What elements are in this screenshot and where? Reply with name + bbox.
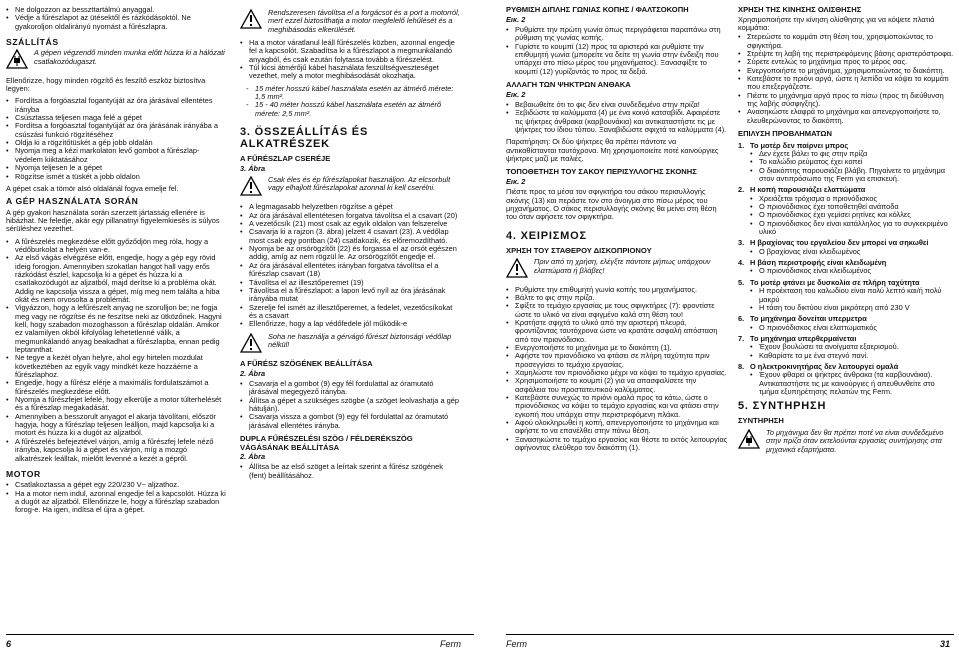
list-item: • Vigyázzon, hogy a lefűrészelt anyag ne szorulljon be; ne fogja meg vagy ne rögzítse és ne feszítse neki az ütközőnek. Hagyni kell, hogy szabadon mozoghasson a fűrészlap oldalán. Amikor ez valamilyen okból kifolyólag lehetetlenné válik, a megmunkálandó anyag beakadhat a fűrészlapba, ennan pedig leptannthat.: [6, 304, 226, 354]
problem-causes: [750, 371, 954, 396]
section-heading-use: A GÉP HASZNÁLATA SORÁN: [6, 196, 139, 207]
double-list: [240, 463, 460, 480]
problem-text: Η κοπή παρουσιάζει ελαττώματα: [750, 185, 866, 195]
use-list: [6, 238, 226, 463]
check-warning-text: Πριν από τη χρήση, ελέγξτε πάντοτε μήπως υπάρχουν ελαττώματα ή βλάβες!: [534, 257, 711, 275]
problem-causes: [750, 287, 954, 312]
chapter-heading-maintenance: 5. ΣΥΝΤΗΡΗΣΗ: [738, 400, 827, 413]
check-warning: [506, 258, 728, 280]
blade-list: [240, 203, 460, 328]
problem-causes: [750, 267, 954, 275]
list-item: • Az óra járásával ellentétesen forgatva távolítsa el a csavart (20): [240, 212, 460, 220]
section-heading-adjust: ΡΥΘΜΙΣΗ ΔΙΠΛΗΣ ΓΩΝΙΑΣ ΚΟΠΗΣ / ΦΑΛΤΣΟΚΟΠΗ: [506, 5, 689, 14]
list-item: • Ενεργοποιήστε το μηχάνημα με το διακόπτη (1).: [506, 344, 728, 352]
figure-ref: Εικ. 2: [506, 89, 526, 99]
section-heading-stationary: ΧΡΗΣΗ ΤΟΥ ΣΤΑΘΕΡΟΥ ΔΙΣΚΟΠΡΙΟΝΟΥ: [506, 245, 652, 255]
list-item: • Nyomja a fűrészfejet lefelé, hogy elkerülje a motor túlterhelését és a fűrészlap megakadását.: [6, 396, 226, 413]
chapter-heading-assembly: 3. ÖSSZEÁLLÍTÁS ÉS ALKATRÉSZEK: [240, 126, 369, 151]
list-item: • Szerelje fel ismét az illesztőperemet, a fedelet, vezetőcsíkokat és a csavart: [240, 304, 460, 321]
list-item: • Csavarja el a gombot (9) egy fél fordulattal az óramutató járásával megegyező irányba.: [240, 380, 460, 397]
list-item: • Nyomja teljesen le a gépet: [6, 164, 226, 172]
brushes-note: Παρατήρηση: Οι δύο ψήκτρες θα πρέπει πάντοτε να αντικαθίστανται ταυτόχρονα. Μη χρησιμοποιείτε ποτέ καινούργιες ψήκτρες μαζί με παλιές.: [506, 137, 719, 163]
list-item: • Ξανασηκώστε το τεμάχιο εργασίας και θέστε το εκτός λειτουργίας αφήνοντας ελεύθερο τον διακόπτη (1).: [506, 436, 728, 453]
list-item: • Rögzítse ismét a tüskét a jobb oldalon: [6, 173, 226, 181]
list-item: • A vezetőcsík (21) most csak az egyik oldalon van felszerelve: [240, 220, 460, 228]
blade-warning-text: Csak éles és ép fűrészlapokat használjon. Az elcsorbult vagy elhajlott fűrészlapokat azonnal ki kell cserélni.: [268, 175, 451, 193]
list-item: • Ξεβιδώστε τα καλύμματα (4) με ένα κοινό κατσαβίδι. Αφαιρέστε τις ψήκτρες άνθρακα (καρβουνάκια) και αντικαταστήστε τις με ψήκτρες του ίδιου τύπου. Ξαναβιδώστε σφιχτά τα καλύμματα (4).: [506, 109, 728, 134]
list-item: • Ο πριονόδισκος είναι ελαττωματικός: [750, 324, 954, 332]
section-heading-transport: SZÁLLÍTÁS: [6, 37, 59, 48]
list-item: • Túl kicsi átmérőjű kábel használata feszültségveszteséget vezethet, mely a motor meghibásodását okozhatja.: [240, 64, 460, 81]
list-item: • Γυρίστε το κουμπί (12) προς τα αριστερά και ρυθμίστε την επιθυμητή γωνία (μπορείτε να δείτε τη γωνία στην ένδειξη που υπάρχει στο πίσω μέρος του μηχανήματος). Ξανασφίξτε το κουμπί (12) γυρίζοντάς το προς τα δεξιά.: [506, 43, 728, 76]
list-item: • Ο πριονόδισκος δεν είναι κατάλληλος για το συγκεκριμένο υλικό: [750, 220, 954, 237]
list-item: • Ο βραχίονας είναι κλειδωμένος: [750, 248, 954, 256]
problem-text: Η βραχίονας του εργαλείου δεν μπορεί να σηκωθεί: [750, 238, 929, 248]
list-item: • Δεν έχετε βάλει το φις στην πρίζα: [750, 150, 954, 158]
column-hu-left: [6, 6, 226, 519]
figure-ref: Εικ. 2: [506, 176, 526, 186]
unplug-icon: [6, 49, 28, 71]
problem-causes: [750, 150, 954, 183]
adjust-list: [506, 26, 728, 76]
problem-causes: [750, 195, 954, 237]
motor-list: [6, 481, 226, 514]
warning-triangle-icon: [506, 258, 528, 280]
section-heading-blade: A FŰRÉSZLAP CSERÉJE: [240, 154, 331, 164]
list-item: • Σύρετε εντελώς το μηχάνημα προς το μέρος σας.: [738, 58, 954, 66]
list-item: • Έχουν φθαρεί οι ψήκτρες άνθρακα (τα καρβουνάκια). Αντικαταστήστε τις με καινούργιες ή απευθυνθείτε στο τμήμα εξυπηρέτησης πελατών της Ferm.: [750, 371, 954, 396]
list-item: • Oldja ki a rögzítőtüskét a gép jobb oldalán: [6, 139, 226, 147]
list-item: • Csavarja vissza a gombot (9) egy fél fordulattal az óramutató járásával ellentétes irányba.: [240, 413, 460, 430]
section-heading-dustbag: ΤΟΠΟΘΕΤΗΣΗ ΤΟΥ ΣΑΚΟΥ ΠΕΡΙΣΥΛΛΟΓΗΣ ΣΚΟΝΗΣ: [506, 167, 697, 177]
figure-ref: Εικ. 2: [506, 14, 526, 24]
section-heading-motor: MOTOR: [6, 468, 41, 479]
list-item: • Χαμηλώστε τον πριονόδισκο μέχρι να κόψει το τεμάχιο εργασίας.: [506, 369, 728, 377]
column-hu-right: [240, 6, 460, 484]
transport-warning: [6, 49, 226, 71]
problem-causes: [750, 324, 954, 332]
unplug-icon: [738, 429, 760, 451]
blade-warning: [240, 176, 460, 198]
top-list: [6, 6, 226, 31]
section-heading-angle: A FŰRÉSZ SZÖGÉNEK BEÁLLÍTÁSA: [240, 358, 373, 368]
list-item: • A fűrészelés megkezdése előtt győződjön meg róla, hogy a védőburkolat a helyén van-e.: [6, 238, 226, 255]
list-item: • Az óra járásával ellentétes irányban forgatva távolítsa el a fűrészlap csavart (18): [240, 262, 460, 279]
list-item: • Csatlakoztassa a gépet egy 220/230 V~ aljzathoz.: [6, 481, 226, 489]
list-item: • Στερεώστε το κομμάτι στη θέση του, χρησιμοποιώντας το σφιγκτήρα.: [738, 33, 954, 50]
list-item: • Καθαρίστε τα με ένα στεγνό πανί.: [750, 352, 954, 360]
section-heading-trouble: ΕΠΙΛΥΣΗ ΠΡΟΒΛΗΜΑΤΩΝ: [738, 129, 832, 139]
list-item: • Ne tegye a kezét olyan helyre, ahol egy hirtelen mozdulat következtében az egyik vagy mindkét keze hozzáérne a fűrészlaphoz.: [6, 354, 226, 379]
carry-note: A gépet csak a tömör alsó oldalánál fogva emelje fel.: [6, 183, 179, 193]
list-item: • Az első vágás elvégzése előtt, engedje, hogy a gép egy rövid ideig forogjon. Amennyiben szokatlan hangot hall vagy erős rázkódást észlel, kapcsolja ki a gépet és húzza ki a csatlakozódugót az aljzatból, majd derítse ki a probléma okát. Addig ne kapcsolja vissza a gépet, míg meg nem találta a hiba okát és nem orvosolta a problémát.: [6, 254, 226, 304]
list-item: • Ο πριονόδισκος είναι κλειδωμένος: [750, 267, 954, 275]
dustbag-text: Πιέστε προς τα μέσα τον σφιγκτήρα του σάκου περισυλλογής σκόνης (13) και περάστε τον στο άνοιγμα στο πίσω μέρος του μηχανήματος. Ο σάκος περισυλλογής σκόνης θα μείνει στη θέση του όταν αφήσετε τον σφιγκτήρα.: [506, 187, 717, 222]
maintenance-warning-text: Το μηχάνημα δεν θα πρέπει ποτέ να είναι συνδεδεμένο στην πρίζα όταν εκτελούνται εργασίες συντήρησης στα μηχανικά εξαρτήματα.: [766, 427, 944, 454]
trouble-list: [738, 142, 954, 397]
problem-text: Ο ηλεκτροκινητήρας δεν λειτουργεί ομαλά: [750, 361, 899, 371]
list-item: • Χρειάζεται τρόχισμα ο πριονόδισκος: [750, 195, 954, 203]
cable-list: [246, 85, 460, 118]
warning-triangle-icon: [240, 333, 262, 355]
problem-causes: [750, 248, 954, 256]
list-item: • Ellenőrizze, hogy a lap védőfedele jól működik-e: [240, 320, 460, 328]
list-item: • Στρέψτε τη λαβή της περιστρεφόμενης βάσης αριστερόστροφα.: [738, 50, 954, 58]
list-item: • Κατεβάστε το πριόνι αργά, ώστε η λεπίδα να κόψει το κομμάτι που επεξεργάζεστε.: [738, 75, 954, 92]
footer-rule-left: [6, 634, 474, 635]
list-item: • Κρατήστε σφιχτά το υλικό από την αριστερή πλευρά, φροντίζοντας ταυτόχρονα ώστε να κρατάτε ασφαλή απόσταση από τον πριονόδισκο.: [506, 319, 728, 344]
list-item: • A legmagasabb helyzetben rögzítse a gépet: [240, 203, 460, 211]
check-list: [6, 97, 226, 180]
section-heading-brushes: ΑΛΛΑΓΗ ΤΩΝ ΨΗΚΤΡΩΝ ΑΝΘΑΚΑ: [506, 80, 631, 89]
page-number-left: 6: [6, 639, 12, 649]
list-item: • Ne dolgozzon az besszttartálmú anyaggal.: [6, 6, 226, 14]
problem-number: 2.: [738, 185, 745, 195]
dust-warning: [240, 9, 460, 34]
list-item: • Βεβαιωθείτε ότι το φις δεν είναι συνδεδεμένο στην πρίζα!: [506, 101, 728, 109]
brand-right: Ferm: [506, 639, 527, 649]
operation-list: [506, 286, 728, 453]
list-item: • Η προέκταση του καλωδίου είναι πολύ λεπτό και/ή πολύ μακρύ: [750, 287, 954, 304]
problem-number: 6.: [738, 314, 745, 324]
warning-triangle-icon: [240, 176, 262, 198]
list-item: • Βάλτε το φις στην πρίζα.: [506, 294, 728, 302]
problem-text: Το μηχάνημα υπερθερμαίνεται: [750, 333, 857, 343]
maintenance-warning: [738, 429, 954, 454]
problem-text: Το μοτέρ φτάνει με δυσκολία σε πλήρη ταχύτητα: [750, 277, 920, 287]
dust-warning-text: Rendszeresen távolítsa el a forgácsot és a port a motorról, mert ezzel biztosíthatja a motor megfelelő lehűlését és a meghibásodás elkerülését.: [268, 8, 460, 34]
list-item: • Αφήστε τον πριονόδισκο να φτάσει σε πλήρη ταχύτητα πριν προσεγγίσει το τεμάχιο εργασίας.: [506, 352, 728, 369]
footer-rule-right: [506, 634, 954, 635]
angle-list: [240, 380, 460, 430]
list-item: • Ο πριονόδισκος έχει τοποθετηθεί ανάποδα: [750, 203, 954, 211]
problem-text: Το μοτέρ δεν παίρνει μπρος: [750, 140, 849, 150]
list-item: • Ρυθμίστε την επιθυμητή γωνία κοπής του μηχανήματος.: [506, 286, 728, 294]
section-heading-maintenance: ΣΥΝΤΗΡΗΣΗ: [738, 416, 784, 426]
list-item: - 15 - 40 méter hosszú kábel használata esetén az átmérő mérete: 2,5 mm².: [246, 101, 460, 118]
list-item: • Védje a fűrészlapot az ütésektől és rázkódásoktól. Ne gyakoroljon oldalirányú nyomást a fűrészlapra.: [6, 14, 226, 31]
guard-warning-text: Soha ne használja a gérvágó fűrészt biztonsági védőlap nélkül!: [268, 331, 452, 349]
list-item: • Csavarja ki a rajzon (3. ábra) jelzett 4 csavart (23). A védőlap most csak egy pontban (24) csatlakozik, és előremozdítható.: [240, 228, 460, 245]
list-item: • Távolítsa el az illesztőperemet (19): [240, 279, 460, 287]
problem-number: 1.: [738, 140, 745, 150]
list-item: - 15 méter hosszú kábel használata esetén az átmérő mérete: 1,5 mm².: [246, 85, 460, 102]
problem-number: 3.: [738, 238, 745, 248]
problem-number: 8.: [738, 361, 745, 371]
list-item: • Αφού ολοκληρωθεί η κοπή, απενεργοποιήστε το μηχάνημα και αφήστε το να επανέλθει στην πάνω θέση.: [506, 419, 728, 436]
column-gr-right: [738, 6, 954, 459]
list-item: • Nyomja meg a kézi markolaton levő gombot a fűrészlap-védelem kiiktatásához: [6, 147, 226, 164]
list-item: • Csúsztassa teljesen maga felé a gépet: [6, 114, 226, 122]
list-item: • Nyomja be az orsórögzítőt (22) és forgassa el az orsót egészen addig, amíg az nem rögzül le. Az orsórögzítőt engedje el.: [240, 245, 460, 262]
slide-list: [738, 33, 954, 125]
list-item: • Távolítsa el a fűrészlapot: a lapon levő nyíl az óra járásának irányába mutat: [240, 287, 460, 304]
brushes-list: [506, 101, 728, 134]
transport-warning-text: A gépen végzendő minden munka előtt húzza ki a hálózati csatlakozódugaszt.: [34, 48, 225, 66]
problem-text: Το μηχάνημα δονείται υπερμετρα: [750, 314, 867, 324]
slide-intro: Χρησιμοποιήστε την κίνηση ολίσθησης για να κόψετε πλατιά κομμάτια:: [738, 14, 935, 32]
list-item: • Χρησιμοποιήστε το κουμπί (2) για να απασφαλίσετε την ασφάλεια του προστατευτικού καλύμματος.: [506, 377, 728, 394]
warning-triangle-icon: [240, 9, 262, 31]
list-item: • Ρυθμίστε την πρώτη γωνία όπως περιγράφεται παραπάνω στη ρύθμιση της γωνίας κοπής.: [506, 26, 728, 43]
list-item: • Ο πριονόδισκος έχει γεμίσει ρητίνες και κόλλες: [750, 211, 954, 219]
figure-ref: 2. Ábra: [240, 368, 266, 378]
list-item: • Állítsa be az első szöget a leírtak szerint a fűrész szögének (fent) beállításához.: [240, 463, 460, 480]
problem-number: 5.: [738, 277, 745, 287]
page-number-right: 31: [940, 639, 951, 649]
figure-ref: 3. Ábra: [240, 163, 266, 173]
list-item: • Ανασηκώστε ελαφρά το μηχάνημα και απενεργοποιήστε το, ελευθερώνοντας το διακόπτη.: [738, 108, 954, 125]
list-item: • Ha a motor nem indul, azonnal engedje fel a kapcsolót. Húzza ki a dugót az aljzatból. Ellenőrizze le, hogy a fűrészlap szabadon forog-e. Ha igen, indítsa el újra a gépet.: [6, 490, 226, 515]
list-item: • Ha a motor váratlanul leáll fűrészelés közben, azonnal engedje fel a kapcsolót. Szabadítsa ki a fűrészlapot a megmunkálandó anyagból, és csak ezután folytassa tovább a fűrészelést.: [240, 39, 460, 64]
list-item: • Έχουν βουλώσει τα ανοίγματα εξαερισμού.: [750, 343, 954, 351]
list-item: • Το καλώδιο ρεύματος έχει κοπεί: [750, 158, 954, 166]
list-item: • Állítsa a gépet a szükséges szögbe (a szöget leolvashatja a gép hátulján).: [240, 397, 460, 414]
problem-number: 7.: [738, 333, 745, 343]
motor-stop-list: [240, 39, 460, 81]
figure-ref: 2. Ábra: [240, 452, 266, 462]
column-gr-left: [506, 6, 728, 456]
list-item: • Ενεργοποιήστε το μηχάνημα, χρησιμοποιώντας το διακόπτη.: [738, 67, 954, 75]
brand-left: Ferm: [440, 639, 461, 649]
list-item: • Κατεβάστε συνεχώς το πριόνι ομαλά προς τα κάτω, ώστε ο πριονόδισκος να κόψει το τεμάχιο εργασίας και να φτάσει στην εγκοπή που υπάρχει στην περιστρεφόμενη πλάκα.: [506, 394, 728, 419]
chapter-heading-operation: 4. ΧΕΙΡΙΣΜΟΣ: [506, 229, 587, 242]
problem-causes: [750, 343, 954, 360]
check-intro: Ellenőrizze, hogy minden rögzítő és feszítő eszköz biztosítva legyen:: [6, 75, 206, 94]
guard-warning: [240, 333, 460, 355]
list-item: • Engedje, hogy a fűrész elérje a maximális fordulatszámot a fűrészelés megkezdése előtt.: [6, 379, 226, 396]
section-heading-slide: ΧΡΗΣΗ ΤΗΣ ΚΙΝΗΣΗΣ ΟΛΙΣΘΗΣΗΣ: [738, 5, 862, 14]
list-item: • Amennyiben a besszorult anyagot el akarja távolítani, először hagyja, hogy a fűrészlap teljesen leálljon, majd kapcsolja ki a motort és húzza ki a dugót az aljzatból.: [6, 413, 226, 438]
list-item: • Σφίξτε το τεμάχιο εργασίας με τους σφιγκτήρες (7): φροντίστε ώστε το υλικό να είναι σφιγμένο καλά στη θέση του!: [506, 302, 728, 319]
list-item: • A fűrészelés befejeztével várjon, amíg a fűrészfej lefele néző irányba, kapcsolja ki a gépet és várjon, míg a mozgó alkatrészek leálltak, mielőtt levenné a kezét a gépről.: [6, 438, 226, 463]
list-item: • Fordítsa a forgóasztal fogantyúját az óra járásával ellentétes irányba: [6, 97, 226, 114]
list-item: • Η τάση του δικτύου είναι μικρότερη από 230 V: [750, 304, 954, 312]
list-item: • Πιέστε το μηχάνημα αργά προς τα πίσω (προς τη διεύθυνση της λαβής σύσφιγξης).: [738, 92, 954, 109]
problem-number: 4.: [738, 258, 745, 268]
list-item: • Ο διακόπτης παρουσιάζει βλάβη. Πηγαίνετε το μηχάνημα στον αντιπρόσωπο της Ferm για επισκευή.: [750, 167, 954, 184]
section-heading-double: DUPLA FŰRÉSZELÉSI SZÖG / FÉLDERÉKSZÖG VÁGÁSÁNAK BEÁLLÍTÁSA: [240, 433, 413, 452]
use-intro: A gép gyakori használata során szerzett jártasság ellenére is hibázhat. Ne feledje, akár egy pillanatnyi figyelemkiesés is súlyos sérüléshez vezethet.: [6, 207, 220, 234]
problem-text: Η βάση περιστροφής είναι κλειδωμένη: [750, 258, 887, 268]
list-item: • Fordítsa a forgóasztal fogantyúját az óra járásának irányába a csúszási funkció rögzítéséhez: [6, 122, 226, 139]
